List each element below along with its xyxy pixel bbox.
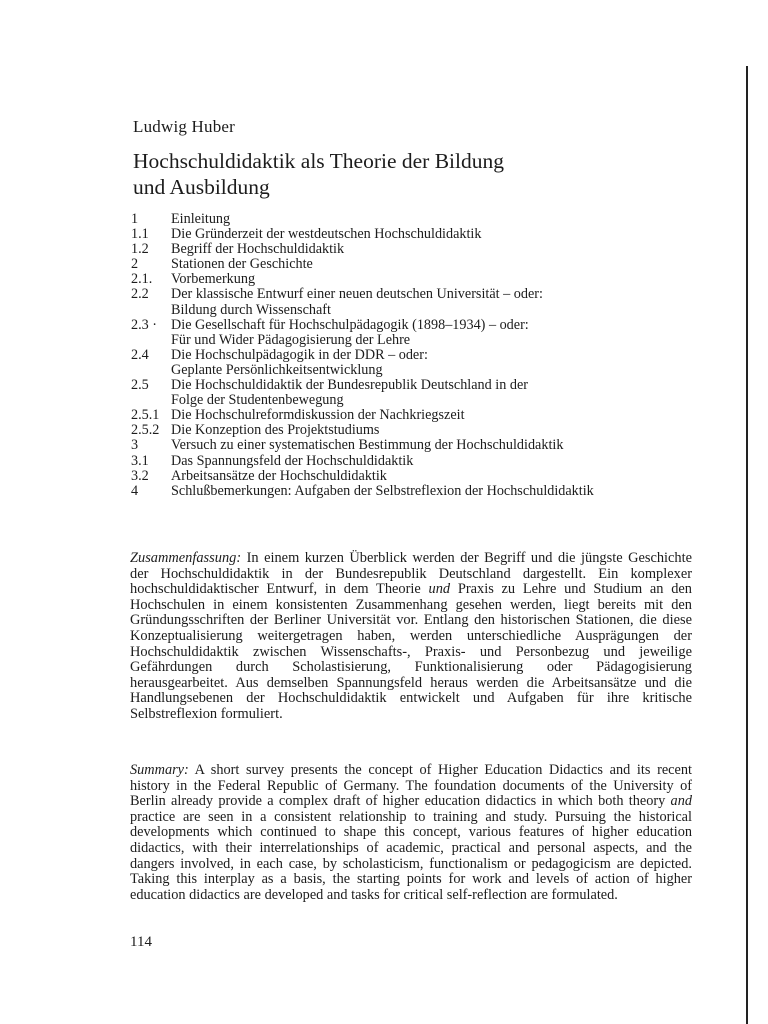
article-title (133, 148, 693, 200)
toc-entry-line: Das Spannungsfeld der Hochschuldidaktik (171, 452, 414, 469)
toc-entry-title (171, 227, 721, 242)
toc-entry (131, 227, 721, 242)
toc-entry (131, 423, 721, 438)
toc-entry-title (171, 348, 721, 378)
toc-entry-title (171, 272, 721, 287)
title-line: und Ausbildung (133, 175, 270, 199)
toc-entry-title (171, 257, 721, 272)
toc-entry-line: Einleitung (171, 211, 231, 227)
toc-entry-title (171, 408, 721, 423)
toc-entry-line: Für und Wider Pädagogisierung der Lehre (171, 331, 411, 348)
toc-entry-line: Die Gesellschaft für Hochschulpädagogik (1898–1934) – oder: (171, 316, 529, 333)
toc-entry-line: Versuch zu einer systematischen Bestimmung der Hochschuldidaktik (171, 437, 564, 454)
abstract-german-label: Zusammenfassung: (130, 550, 242, 566)
toc-entry-line: Der klassische Entwurf einer neuen deutschen Universität – oder: (171, 286, 543, 303)
toc-entry (131, 438, 721, 453)
toc-entry-line: Bildung durch Wissenschaft (171, 301, 331, 318)
author-name: Ludwig Huber (133, 117, 236, 136)
toc-entry-line: Vorbemerkung (171, 271, 256, 288)
toc-entry (131, 287, 721, 317)
toc-entry (131, 272, 721, 287)
toc-entry-title (171, 318, 721, 348)
abstract-english-text: A short survey presents the concept of Higher Education Didactics and its recent history in the Federal Republic of Germany. The foundation documents of the University of Berlin already provide a complex draft of higher education didactics in which both theory (130, 762, 692, 810)
toc-entry-line: Die Hochschulpädagogik in der DDR – oder: (171, 346, 428, 363)
toc-entry (131, 469, 721, 484)
toc-entry-line: Die Gründerzeit der westdeutschen Hochschuldidaktik (171, 226, 482, 243)
toc-entry-line: Schlußbemerkungen: Aufgaben der Selbstreflexion der Hochschuldidaktik (171, 482, 594, 499)
toc-entry-number: 2.1. (131, 271, 153, 288)
toc-entry-number: 2.5.1 (131, 407, 160, 424)
toc-entry-line: Stationen der Geschichte (171, 256, 313, 273)
toc-entry-number: 3.1 (131, 452, 149, 469)
page-edge-line (746, 66, 748, 1024)
toc-entry-number: 2.2 (131, 286, 149, 303)
toc-entry-title (171, 287, 721, 317)
title-line: Hochschuldidaktik als Theorie der Bildung (133, 149, 505, 173)
toc-entry-number: 1.1 (131, 226, 149, 243)
abstract-english-label: Summary: (130, 762, 189, 778)
toc-entry-line: Geplante Persönlichkeitsentwicklung (171, 361, 383, 378)
abstract-german-emphasis: und (428, 581, 451, 598)
abstract-english-emphasis: and (670, 793, 692, 810)
toc-entry-number: 3.2 (131, 467, 149, 484)
toc-entry (131, 257, 721, 272)
abstract-english-text: practice are seen in a consistent relationship to training and study. Pursuing the historical developments which continued to shape this concept, various features of higher education didactics, with their interrelationships of academic, practical and personal aspects, and the dangers involved, in each case, by scholasticism, functionalism or pedagogicism are depicted. Taking this interplay as a basis, the starting points for work and levels of action of higher education didactics are developed and tasks for critical self-reflection are formulated. (130, 808, 692, 903)
toc-entry-title (171, 212, 721, 227)
abstract-english (130, 763, 692, 903)
toc-entry (131, 212, 721, 227)
toc-entry-line: Folge der Studentenbewegung (171, 392, 344, 409)
abstract-german-text: Praxis zu Lehre und Studium an den Hochschulen in einem konsistenten Zusammenhang gesehen werden, liegt bereits mit den Gründungsschriften der Berliner Universität vor. Entlang den historischen Stationen, die diese Konzeptualisierung weitergetragen haben, werden unterschiedliche Ausprägungen der Hochschuldidaktik zwischen Wissenschafts-, Praxis- und Personbezug und jeweilige Gefährdungen durch Scholastisierung, Funktionalisierung oder Pädagogisierung herausgearbeitet. Aus demselben Spannungsfeld heraus werden die Arbeitsansätze und die Handlungsebenen der Hochschuldidaktik entwickelt und Aufgaben für ihre kritische Selbstreflexion formuliert. (130, 581, 692, 722)
toc-entry-line: Begriff der Hochschuldidaktik (171, 241, 345, 258)
toc-entry-title (171, 423, 721, 438)
toc-entry-number: 2.5.2 (131, 422, 160, 439)
toc-entry-title (171, 378, 721, 408)
toc-entry-title (171, 438, 721, 453)
toc-entry (131, 348, 721, 378)
toc-entry (131, 378, 721, 408)
toc-entry (131, 318, 721, 348)
toc-entry-line: Arbeitsansätze der Hochschuldidaktik (171, 467, 387, 484)
toc-entry (131, 242, 721, 257)
toc-entry-title (171, 242, 721, 257)
toc-entry-line: Die Hochschuldidaktik der Bundesrepublik Deutschland in der (171, 377, 528, 394)
toc-entry-line: Die Konzeption des Projektstudiums (171, 422, 380, 439)
toc-entry-line: Die Hochschulreformdiskussion der Nachkriegszeit (171, 407, 465, 424)
page-number: 114 (130, 934, 152, 950)
table-of-contents (131, 212, 721, 499)
toc-entry-title (171, 469, 721, 484)
toc-entry-title (171, 484, 721, 499)
toc-entry-number: 2 (131, 256, 139, 273)
abstract-german (130, 551, 692, 723)
toc-entry-number: 4 (131, 482, 139, 499)
toc-entry (131, 484, 721, 499)
toc-entry (131, 454, 721, 469)
toc-entry (131, 408, 721, 423)
toc-entry-number: 2.5 (131, 377, 149, 394)
abstract-german-text: In einem kurzen Überblick werden der Begriff und die jüngste Geschichte der Hochschuldidaktik in der Bundesrepublik Deutschland dargestellt. Ein komplexer hochschuldidaktischer Entwurf, in dem Theorie (130, 550, 692, 598)
toc-entry-number: 2.3 · (131, 316, 158, 333)
toc-entry-number: 2.4 (131, 346, 149, 363)
toc-entry-number: 3 (131, 437, 139, 454)
toc-entry-title (171, 454, 721, 469)
toc-entry-number: 1.2 (131, 241, 149, 258)
toc-entry-number: 1 (131, 211, 139, 227)
